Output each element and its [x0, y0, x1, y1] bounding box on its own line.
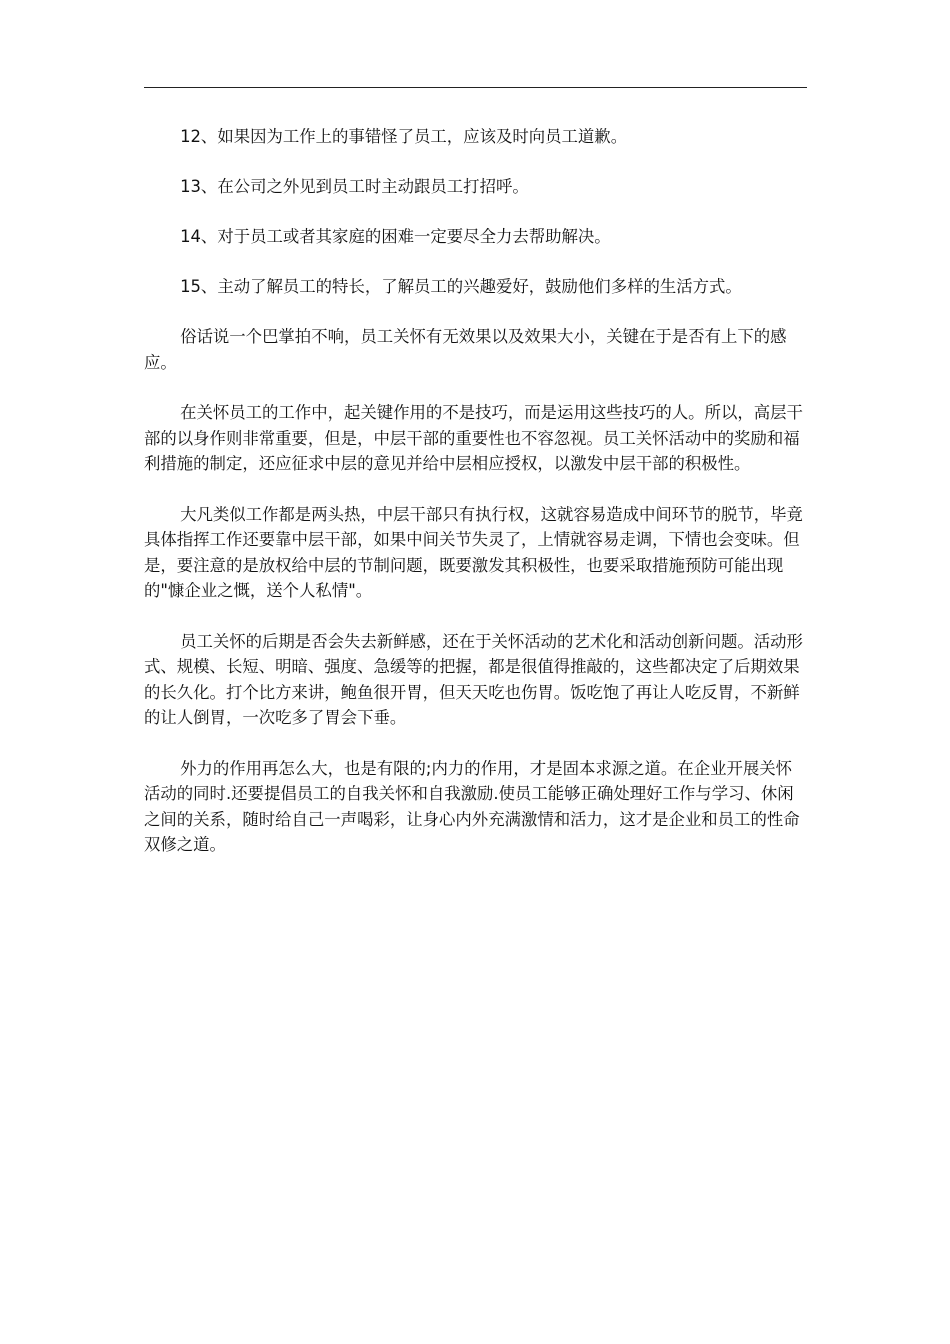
- paragraph-freshness: 员工关怀的后期是否会失去新鲜感，还在于关怀活动的艺术化和活动创新问题。活动形式、规模、长短、明暗、强度、急缓等的把握，都是很值得推敲的，这些都决定了后期效果的长久化。打个比方来讲，鲍鱼很开胃，但天天吃也伤胃。饭吃饱了再让人吃反胃，不新鲜的让人倒胃，一次吃多了胃会下垂。: [144, 631, 803, 727]
- list-item-13: 13、在公司之外见到员工时主动跟员工打招呼。: [180, 177, 529, 196]
- paragraph-delegation: 大凡类似工作都是两头热，中层干部只有执行权，这就容易造成中间环节的脱节，毕竟具体指挥工作还要靠中层干部，如果中间关节失灵了，上情就容易走调，下情也会变味。但是，要注意的是放权给中层的节制问题，既要激发其积极性，也要采取措施预防可能出现的"慷企业之慨，送个人私情"。: [144, 504, 803, 600]
- paragraph-middle-management: 在关怀员工的工作中，起关键作用的不是技巧，而是运用这些技巧的人。所以，高层干部的以身作则非常重要，但是，中层干部的重要性也不容忽视。员工关怀活动中的奖励和福利措施的制定，还应征求中层的意见并给中层相应授权，以激发中层干部的积极性。: [144, 403, 803, 473]
- header-rule: [144, 87, 807, 88]
- list-item-14: 14、对于员工或者其家庭的困难一定要尽全力去帮助解决。: [180, 227, 611, 246]
- list-item-15: 15、主动了解员工的特长，了解员工的兴趣爱好，鼓励他们多样的生活方式。: [180, 277, 742, 296]
- paragraph-proverb: 俗话说一个巴掌拍不响，员工关怀有无效果以及效果大小，关键在于是否有上下的感应。: [144, 327, 787, 372]
- paragraph-self-care: 外力的作用再怎么大，也是有限的;内力的作用，才是固本求源之道。在企业开展关怀活动的同时.还要提倡员工的自我关怀和自我激励.使员工能够正确处理好工作与学习、休闲之间的关系，随时给自己一声喝彩，让身心内外充满激情和活力，这才是企业和员工的性命双修之道。: [144, 758, 800, 854]
- list-item-12: 12、如果因为工作上的事错怪了员工，应该及时向员工道歉。: [180, 127, 628, 146]
- document-body: [144, 124, 807, 883]
